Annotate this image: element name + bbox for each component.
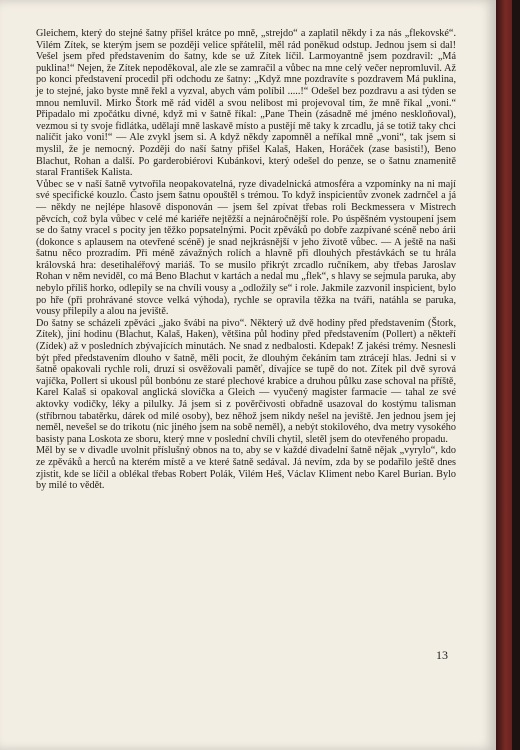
background-edge [512, 0, 520, 750]
body-text [36, 28, 456, 492]
page-number: 13 [436, 648, 448, 662]
paragraph-4: Měl by se v divadle uvolnit příslušný obnos na to, aby se v každé divadelní šatně nějak „vyrylo“, kdo ze zpěváků a herců na kterém místě a ve které šatně sedával. Já nevím, zda by se podařilo ještě dnes zjistit, kde se líčil a oblékal třebas Robert Polák, Vilém Heš, Václav Kliment nebo Karel Burian. Bylo by milé to vědět. [36, 445, 456, 492]
paragraph-2: Vůbec se v naší šatně vytvořila neopakovatelná, ryze divadelnická atmosféra a vzpomínky na ni mají své specifické kouzlo. Často jsem šatnu opouštěl s trémou. To když inspicientův zvonek zadrnčel a já — někdy ne nejlépe hlasově disponován — jsem šel zpívat třebas roli Beckmessera v Mistrech pěvcích, což byla vůbec v celé mé kariéře nejtěžší a nejnáročnější role. Po úspěšném vystoupení jsem se do šatny vracel s pocity jen těžko popsatelnými. Pocit zpěváků po dobře zazpívané scéně nebo árii (dokonce s aplausem na otevřené scéně) je snad nejkrásnější v jeho životě vůbec. — A ještě na naši šatnu něco prozradím. Při méně závažných rolích a hlavně při dlouhých přestávkách se tu hrála královská hra: desetihaléřový mariáš. To se musilo přikrýt zrcadlo ručníkem, aby třebas Jaroslav Rohan v něm neviděl, co má Beno Blachut v kartách a nedal mu „flek“, s hlavy se sejmula paruka, aby nebylo příliš horko, odlepily se na chvíli vousy a „odložily se“ i role. Jakmile zazvonil inspicient, bylo po hře (při prohrávané stovce velká výhoda), rychle se opravila těžka na tváři, natáhla se paruka, vousy přilepily a alou na jeviště. [36, 178, 456, 318]
paragraph-1: Gleichem, který do stejné šatny přišel krátce po mně, „strejdo“ a zaplatil někdy i za nás „flekovské“. Vilém Zítek, se kterým jsem se později velice spřátelil, měl rád poněkud odstup. Jednou jsem si dal! Vešel jsem před představením do šatny, kde se už Zítek líčil. Larmoyantně jsem pozdravil: „Má puklina!“ Nejen, že Zítek nepoděkoval, ale zle se zamračil a vůbec na mne celý večer nepromluvil. Až po konci představení procedil při odchodu ze šatny: „Když mne pozdravíte s pozdravem Má puklina, je to stejné, jako byste mně řekl a vyzval, abych vám políbil .....!“ Odešel bez pozdravu a asi týden se mnou nemluvil. Mirko Štork mě rád viděl a svou nelibost mi projevoval tím, že mně říkal „voni.“ Připadalo mi zpočátku divné, když mi v šatně říkal: „Pane Thein (zásadně mé jméno neskloňoval), vezmou si ty svoje fidlátka, udělají mně laskavě místo a pustějí mě taky k zrcadlu, já se totiž taky chci nalíčit jako voni!“ — Ale zvykl jsem si. A když někdy zapomněl a neříkal mně „voni“, tak jsem si myslil, že je nemocný. Později do naší šatny přišel Kalaš, Haken, Horáček (zase basisti!), Beno Blachut, Rohan a další. Po garderobiérovi Kubánkovi, který odešel do penze, se o šatnu znamenitě staral František Kalista. [36, 28, 456, 179]
paragraph-3: Do šatny se scházeli zpěváci „jako švábi na pivo“. Některý už dvě hodiny před představením (Štork, Zítek), jiní hodinu (Blachut, Kalaš, Haken), většina půl hodiny před představením (Pollert) a někteří (Zídek) až v posledních zbývajících minutách. Ne snad z nedbalosti. Kdepak! Z jakési trémy. Nesnesli být před představením dlouho v šatně, měli pocit, že dlouhým čekáním tam ztrácejí hlas. Jedni si v šatně opakovali rychle roli, druzí si osvěžovali paměť, dívajíce se tupě do not. Zítek pil dvě syrová vajíčka, Pollert si ukousl půl bonbónu ze staré plechové krabice a druhou půlku zase schoval na příště, Karel Kalaš si opakoval anglická slovíčka a Gleich — vyučený magister farmacie — tahal ze své aktovky vodičky, léky a pilulky. Já jsem si z pověrčivosti obřadně usazoval do kostýmu talisman (stříbrnou tabatěrku, dárek od milé osoby), bez něhož jsem nikdy nešel na jeviště. Jen jednou jsem jej neměl, nevešel se do trikotu (nic jiného jsem na sobě neměl), a nebýt stokilového, dva metry vysokého basisty pana Loskota ze sboru, který mne v poslední chvíli chytil, sletěl jsem do otevřeného propadu. [36, 317, 456, 445]
